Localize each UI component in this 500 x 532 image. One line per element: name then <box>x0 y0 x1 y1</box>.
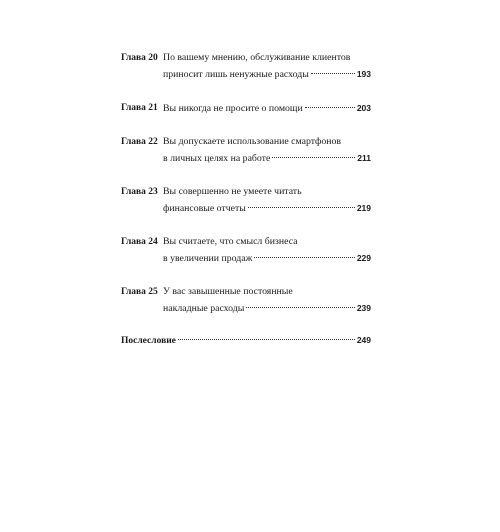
toc-entry-chapter-24 <box>121 234 371 267</box>
page-number: 249 <box>356 335 371 345</box>
toc-entry-chapter-25 <box>121 284 371 317</box>
dot-leader <box>305 107 355 108</box>
dot-leader <box>311 73 355 74</box>
chapter-label: Глава 24 <box>121 237 158 247</box>
chapter-title-last-line <box>163 66 371 83</box>
chapter-title-line: По вашему мнению, обслуживание клиентов <box>163 52 351 63</box>
chapter-title <box>163 184 371 217</box>
chapter-label: Глава 20 <box>121 53 158 63</box>
chapter-title <box>163 284 371 317</box>
toc-entry-afterword <box>121 333 371 349</box>
chapter-title-line: финансовые отчеты <box>163 203 246 214</box>
chapter-title-last-line <box>163 150 371 167</box>
toc-entry-chapter-23 <box>121 184 371 217</box>
chapter-title-line: накладные расходы <box>163 303 245 314</box>
table-of-contents <box>121 50 371 349</box>
page-number: 193 <box>356 69 371 79</box>
chapter-title-last-line <box>163 100 371 117</box>
toc-entry-chapter-22 <box>121 134 371 167</box>
chapter-title <box>163 134 371 167</box>
chapter-title-line: Вы никогда не просите о помощи <box>163 103 303 114</box>
page-number: 219 <box>356 203 371 213</box>
dot-leader <box>178 339 355 340</box>
chapter-title <box>163 100 371 117</box>
dot-leader <box>272 157 355 158</box>
chapter-title-last-line <box>163 200 371 217</box>
page-number: 203 <box>356 103 371 113</box>
chapter-label: Глава 22 <box>121 137 158 147</box>
chapter-title-line: приносит лишь ненужные расходы <box>163 69 309 80</box>
chapter-title-last-line <box>163 300 371 317</box>
chapter-label: Глава 23 <box>121 187 158 197</box>
dot-leader <box>254 257 354 258</box>
chapter-label: Глава 25 <box>121 287 158 297</box>
chapter-title-line: в увеличении продаж <box>163 253 253 264</box>
chapter-title-line: в личных целях на работе <box>163 153 271 164</box>
toc-entry-chapter-20 <box>121 50 371 83</box>
chapter-title-line: У вас завышенные постоянные <box>163 286 293 297</box>
chapter-title-line: Вы совершенно не умеете читать <box>163 186 302 197</box>
chapter-title-line: Вы допускаете использование смартфонов <box>163 136 342 147</box>
dot-leader <box>246 307 354 308</box>
chapter-title <box>163 234 371 267</box>
chapter-title-line: Вы считаете, что смысл бизнеса <box>163 236 298 247</box>
chapter-label: Глава 21 <box>121 103 158 113</box>
chapter-title <box>163 50 371 83</box>
page-number: 229 <box>356 253 371 263</box>
afterword-label: Послесловие <box>121 336 176 346</box>
chapter-title-last-line <box>163 250 371 267</box>
page-number: 211 <box>357 153 371 163</box>
page-number: 239 <box>356 303 371 313</box>
toc-entry-chapter-21 <box>121 100 371 117</box>
dot-leader <box>248 207 355 208</box>
